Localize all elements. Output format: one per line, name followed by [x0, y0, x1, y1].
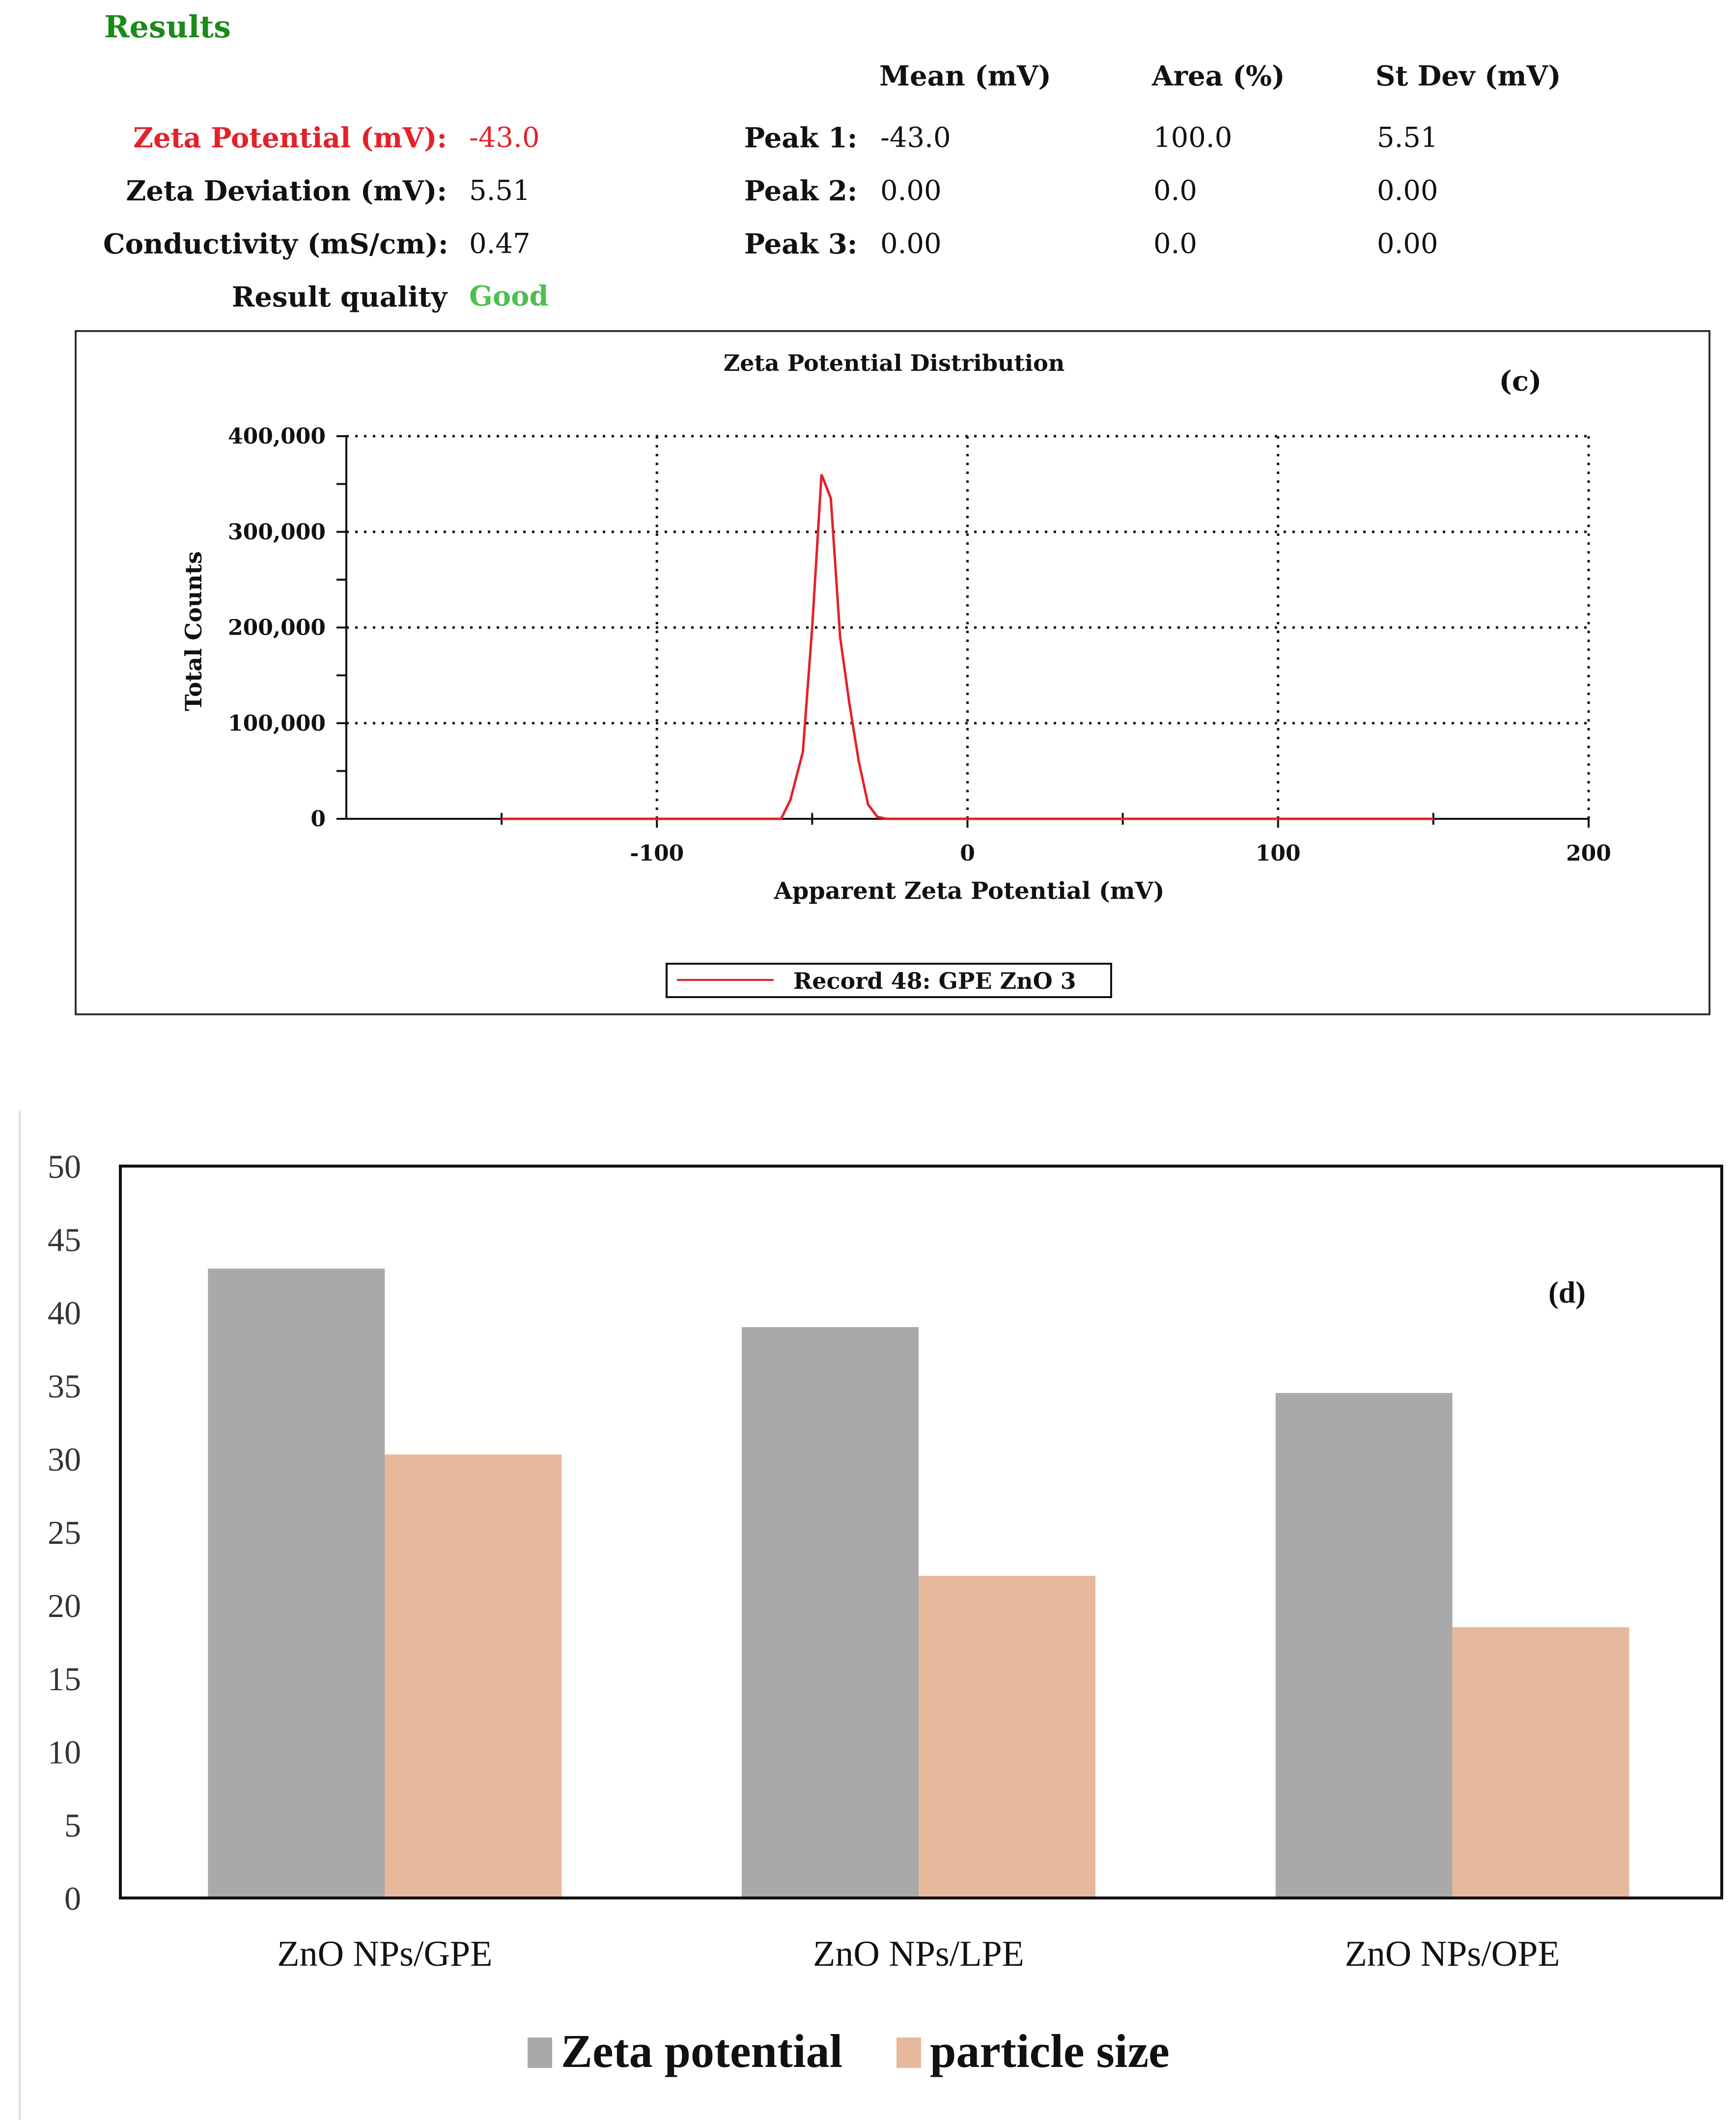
- panel-label-d: (d): [1548, 1276, 1586, 1310]
- legend-label: Record 48: GPE ZnO 3: [793, 968, 1076, 994]
- bar-size: [919, 1576, 1095, 1898]
- peak-1-area: 100.0: [1153, 122, 1232, 154]
- x-tick-label: 0: [960, 841, 975, 866]
- category-label: ZnO NPs/LPE: [813, 1934, 1024, 1974]
- conductivity-value: 0.47: [469, 228, 531, 260]
- y-tick-label: 300,000: [227, 519, 326, 545]
- header-stdev: St Dev (mV): [1375, 60, 1561, 92]
- y-tick-label: 35: [48, 1367, 81, 1405]
- legend-swatch-zeta: [528, 2037, 552, 2068]
- y-tick-label: 200,000: [227, 615, 326, 641]
- peak-1-mean: -43.0: [880, 122, 951, 154]
- peak-3-mean: 0.00: [880, 228, 942, 260]
- legend-label-size: particle size: [930, 2025, 1170, 2077]
- header-area: Area (%): [1152, 60, 1285, 92]
- bar-zeta: [742, 1327, 919, 1898]
- bar-zeta: [1276, 1393, 1453, 1898]
- y-tick-label: 25: [48, 1514, 81, 1551]
- y-tick-label: 400,000: [227, 424, 326, 449]
- peak-3-area: 0.0: [1153, 228, 1198, 260]
- zeta-deviation-label: Zeta Deviation (mV):: [126, 175, 447, 207]
- zeta-potential-label: Zeta Potential (mV):: [133, 122, 447, 154]
- peak-2-mean: 0.00: [880, 175, 942, 207]
- y-tick-label: 40: [48, 1294, 81, 1332]
- panel-label-c: (c): [1499, 365, 1542, 397]
- y-tick-label: 10: [48, 1733, 81, 1771]
- y-axis-label: Total Counts: [180, 551, 207, 711]
- peak-2-label: Peak 2:: [744, 175, 858, 207]
- legend-swatch-size: [896, 2037, 921, 2068]
- x-tick-label: 100: [1255, 841, 1301, 866]
- bar-size: [385, 1454, 561, 1898]
- zeta-particle-bar-chart: [0, 1110, 1736, 2120]
- peak-2-stdev: 0.00: [1377, 175, 1438, 207]
- peak-2-area: 0.0: [1153, 175, 1198, 207]
- results-title: Results: [104, 9, 231, 45]
- peak-3-label: Peak 3:: [744, 228, 858, 260]
- x-tick-label: -100: [630, 841, 684, 866]
- y-tick-label: 50: [48, 1148, 81, 1185]
- chart-title: Zeta Potential Distribution: [723, 350, 1065, 376]
- quality-value: Good: [469, 280, 549, 312]
- y-tick-label: 15: [48, 1660, 81, 1698]
- zeta-deviation-value: 5.51: [469, 175, 531, 207]
- zeta-potential-value: -43.0: [469, 122, 540, 154]
- category-label: ZnO NPs/GPE: [277, 1934, 493, 1974]
- y-tick-label: 20: [48, 1587, 81, 1624]
- bar-size: [1453, 1627, 1629, 1898]
- bar-zeta: [208, 1269, 385, 1898]
- conductivity-label: Conductivity (mS/cm):: [103, 228, 448, 260]
- peak-1-label: Peak 1:: [744, 122, 858, 154]
- y-tick-label: 100,000: [227, 711, 326, 736]
- x-tick-label: 200: [1566, 841, 1611, 866]
- y-tick-label: 30: [48, 1441, 81, 1478]
- y-tick-label: 0: [64, 1880, 81, 1917]
- y-tick-label: 45: [48, 1221, 81, 1258]
- quality-label: Result quality: [231, 281, 447, 313]
- y-tick-label: 5: [64, 1807, 81, 1844]
- zeta-distribution-chart: [0, 0, 1736, 1032]
- header-mean: Mean (mV): [879, 60, 1051, 92]
- legend-label-zeta: Zeta potential: [561, 2025, 843, 2077]
- y-tick-label: 0: [310, 807, 326, 832]
- peak-1-stdev: 5.51: [1377, 122, 1438, 154]
- x-axis-label: Apparent Zeta Potential (mV): [774, 877, 1165, 905]
- peak-3-stdev: 0.00: [1377, 228, 1438, 260]
- category-label: ZnO NPs/OPE: [1344, 1934, 1560, 1974]
